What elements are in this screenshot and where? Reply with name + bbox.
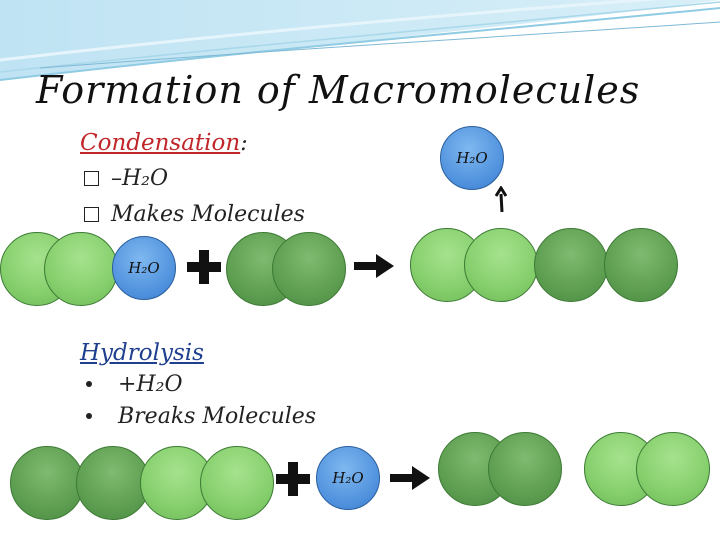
monomer-light-2 [44,232,118,306]
plus-icon [187,250,221,284]
water-molecule-top-label: H₂O [456,149,488,167]
product-dark-1 [534,228,608,302]
right-arrow-icon [354,254,394,278]
plus-icon [276,462,310,496]
condensation-line-2 [84,202,305,227]
checkbox-icon [84,171,99,186]
checkbox-icon [84,207,99,222]
product-light-2 [464,228,538,302]
polymer-light-2 [200,446,274,520]
slide-title: Formation of Macromolecules [36,68,641,112]
condensation-heading-row [80,130,248,156]
polymer-dark-1 [10,446,84,520]
water-molecule-bottom-label: H₂O [332,469,364,487]
polymer-dark-2 [76,446,150,520]
condensation-line-2-text: Makes Molecules [111,202,305,227]
condensation-line-1-text: –H₂O [111,166,169,191]
bullet-icon [86,381,92,387]
condensation-line-1 [84,166,168,191]
monomer-dark-2 [272,232,346,306]
split-light-2 [636,432,710,506]
water-molecule-middle [112,236,176,300]
water-molecule-middle-label: H₂O [128,259,160,277]
condensation-heading: Condensation [80,130,241,156]
right-arrow-icon [390,466,430,490]
water-molecule-top [440,126,504,190]
hydrolysis-line-1 [84,372,182,397]
hydrolysis-heading: Hydrolysis [80,340,204,366]
split-dark-2 [488,432,562,506]
up-arrow-icon [494,186,510,214]
hydrolysis-line-2-text: Breaks Molecules [118,404,317,429]
product-dark-2 [604,228,678,302]
hydrolysis-line-1-text: +H₂O [118,372,183,397]
bullet-icon [86,413,92,419]
water-molecule-bottom [316,446,380,510]
condensation-colon: : [240,131,248,156]
hydrolysis-line-2 [84,404,316,429]
